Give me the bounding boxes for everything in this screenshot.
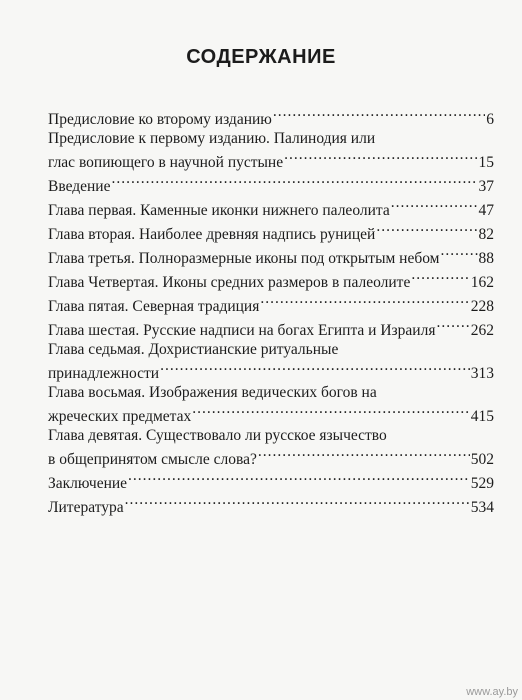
toc-entry-text: Глава вторая. Наиболее древняя надпись руницей (48, 226, 376, 243)
toc-page-number: 262 (470, 322, 494, 339)
toc-page-number: 47 (478, 202, 494, 219)
dot-leader (376, 220, 477, 239)
toc-entry (48, 268, 494, 292)
toc-entry-text: Предисловие к первому изданию. Палинодия или (48, 130, 376, 147)
toc-entry-line (48, 359, 494, 383)
toc-entry-line (48, 426, 494, 445)
toc-entry-text: Глава восьмая. Изображения ведических богов на (48, 384, 377, 401)
toc-entry (48, 383, 494, 426)
toc-entry (48, 426, 494, 469)
toc-entry-line (48, 493, 494, 517)
toc-entry (48, 244, 494, 268)
toc-entry-text: Глава шестая. Русские надписи на богах Египта и Израиля (48, 322, 436, 339)
toc-page-number: 37 (478, 178, 494, 195)
toc-entry-text: Введение (48, 178, 111, 195)
toc-entry-line (48, 445, 494, 469)
toc-entry-line (48, 220, 494, 244)
toc-page-number: 15 (478, 154, 494, 171)
toc-entry-line (48, 383, 494, 402)
toc-entry-line (48, 316, 494, 340)
dot-leader (111, 172, 477, 191)
toc-page-number: 88 (478, 250, 494, 267)
toc-entry-text: в общепринятом смысле слова? (48, 451, 257, 468)
toc-entry (48, 220, 494, 244)
watermark: www.ay.by (466, 686, 518, 698)
dot-leader (411, 268, 469, 287)
toc-page-number: 228 (470, 298, 494, 315)
toc-entry-line (48, 148, 494, 172)
toc-page-number: 313 (470, 365, 494, 382)
toc-page-number: 534 (470, 499, 494, 516)
dot-leader (258, 445, 470, 464)
toc-entry-text: Глава девятая. Существовало ли русское язычество (48, 427, 387, 444)
toc-entry-line (48, 469, 494, 493)
toc-entry-line (48, 172, 494, 196)
toc-entry-line (48, 292, 494, 316)
toc-entry-text: Предисловие ко второму изданию (48, 111, 272, 128)
toc-entry-line (48, 196, 494, 220)
toc-entry (48, 493, 494, 517)
table-of-contents (48, 105, 494, 517)
toc-entry-text: Глава третья. Полноразмерные иконы под открытым небом (48, 250, 440, 267)
dot-leader (391, 196, 478, 215)
toc-entry-line (48, 244, 494, 268)
dot-leader (436, 316, 469, 335)
toc-page-number: 415 (470, 408, 494, 425)
toc-entry-line (48, 129, 494, 148)
toc-entry-text: Литература (48, 499, 124, 516)
toc-entry-line (48, 340, 494, 359)
dot-leader (192, 402, 470, 421)
toc-entry-text: жреческих предметах (48, 408, 192, 425)
toc-entry (48, 292, 494, 316)
dot-leader (128, 469, 470, 488)
toc-entry (48, 196, 494, 220)
toc-entry-text: Заключение (48, 475, 128, 492)
toc-entry-line (48, 268, 494, 292)
toc-entry-text: глас вопиющего в научной пустыне (48, 154, 284, 171)
toc-page-number: 502 (470, 451, 494, 468)
dot-leader (260, 292, 469, 311)
dot-leader (160, 359, 470, 378)
toc-entry-text: принадлежности (48, 365, 160, 382)
toc-page-number: 6 (486, 111, 494, 128)
toc-entry-text: Глава пятая. Северная традиция (48, 298, 260, 315)
toc-entry-line (48, 105, 494, 129)
toc-entry (48, 469, 494, 493)
dot-leader (273, 105, 485, 124)
toc-entry (48, 172, 494, 196)
toc-entry-text: Глава первая. Каменные иконки нижнего палеолита (48, 202, 390, 219)
toc-entry-text: Глава седьмая. Дохристианские ритуальные (48, 341, 339, 358)
toc-page-number: 162 (470, 274, 494, 291)
toc-entry-line (48, 402, 494, 426)
toc-entry (48, 105, 494, 129)
toc-entry (48, 129, 494, 172)
toc-page-number: 82 (478, 226, 494, 243)
page-title: СОДЕРЖАНИЕ (186, 46, 336, 68)
toc-entry (48, 316, 494, 340)
toc-page-number: 529 (470, 475, 494, 492)
dot-leader (284, 148, 477, 167)
toc-entry-text: Глава Четвертая. Иконы средних размеров в палеолите (48, 274, 411, 291)
toc-entry (48, 340, 494, 383)
dot-leader (125, 493, 470, 512)
dot-leader (441, 244, 478, 263)
